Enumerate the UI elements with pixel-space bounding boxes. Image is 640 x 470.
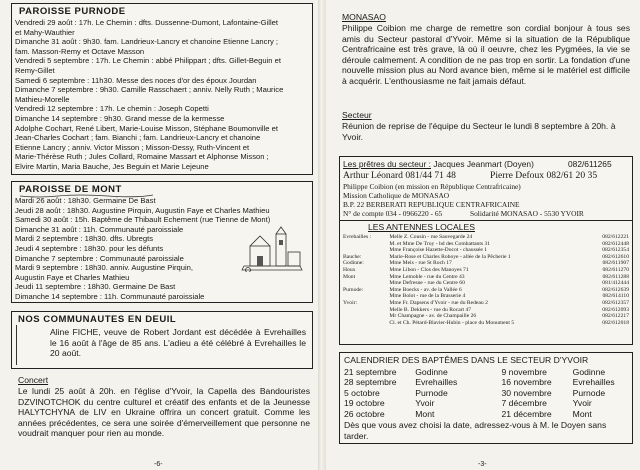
antenne-phone: 081/412444 xyxy=(602,280,629,287)
antenne-contact: Mr Champagne - av. de Champaille 26 xyxy=(389,313,477,320)
church-clipart-icon xyxy=(240,226,306,272)
mont-line: Mardi 2 septembre : 18h30. dfts. Ubregts xyxy=(15,234,154,244)
mission-line: Mission Catholique de MONASAO xyxy=(343,191,450,200)
secteur-title: Secteur xyxy=(342,110,372,120)
bapteme-place: Mont xyxy=(572,408,592,419)
antenne-row xyxy=(341,280,631,287)
antenne-phone: 082/612448 xyxy=(602,240,629,247)
purnode-line: Vendredi 29 août : 17h. Le Chemin : dfts. Dussenne-Dumont, Lafontaine-Gillet xyxy=(15,18,278,27)
purnode-title: PAROISSE PURNODE xyxy=(19,6,126,17)
compte-line: N° de compte 034 - 0966220 - 65 xyxy=(343,209,443,218)
antenne-locality xyxy=(341,313,387,320)
mont-line: Dimanche 14 septembre : 11h. Communauté paroissiale xyxy=(15,291,205,301)
bapteme-table xyxy=(344,367,632,419)
purnode-line: Marie-Thérèse Ruth ; Jules Collard, Romaine Massart et Alphonse Misson ; xyxy=(15,152,269,162)
purnode-line: Elvire Martin, Maria Bauche, Jes Beguin et Marie Lejeune xyxy=(15,161,209,171)
page-gutter xyxy=(318,0,326,470)
deuil-text: Aline FICHE, veuve de Robert Jordant est décédée à Evrehailles le 16 août à l'âge de 85 ans. L'adieu a été célébré à Evrehailles le 20 août. xyxy=(50,327,306,359)
antenne-row xyxy=(341,234,631,241)
antenne-contact: Marie-Rose et Charles Roboye - allée de la Pêcherie 1 xyxy=(389,253,511,260)
purnode-line: Vendredi 5 septembre : 17h. Le Chemin : abbé Philippart ; dfts. Gillet-Beguin et xyxy=(15,56,281,66)
antenne-contact: Melle B. Dekkers - rue du Rocart 47 xyxy=(389,306,472,313)
leonard-line: Arthur Léonard 081/44 71 48 xyxy=(343,170,456,181)
antenne-locality: Evrehailles : xyxy=(343,234,372,240)
mont-box xyxy=(11,181,313,303)
bapteme-row xyxy=(344,377,632,387)
defoux-line: Pierre Defoux 082/61 20 35 xyxy=(490,170,598,181)
antenne-locality xyxy=(341,241,387,248)
bapteme-row xyxy=(344,409,632,419)
mont-line: Jeudi 4 septembre : 18h30. pour les défunts xyxy=(15,243,164,253)
antenne-row xyxy=(341,254,631,261)
page-number-left: -6- xyxy=(154,461,163,468)
mont-line: Augustin Faye et Charles Mathieu xyxy=(15,272,130,282)
bapteme-place: Yvoir xyxy=(572,398,592,409)
bapteme-place: Evrehailles xyxy=(415,377,458,388)
monasao-title: MONASAO xyxy=(342,12,386,22)
bp-line: B.P. 22 BERBERATI REPUBLIQUE CENTRAFRICAINE xyxy=(343,200,520,209)
bapteme-date: 7 décembre xyxy=(501,398,547,409)
mont-line: Mardi 9 septembre : 18h30. anniv. Augustine Pirquin, xyxy=(15,263,193,273)
antenne-locality xyxy=(341,320,387,327)
mont-line: Samedi 30 août : 15h. Baptême de Thibault Echement (rue Tienne de Mont) xyxy=(15,215,271,225)
bapteme-date: 30 novembre xyxy=(501,387,552,398)
purnode-line: fam. Masson-Remy et Octave Masson xyxy=(15,46,145,56)
contacts-box xyxy=(339,156,633,345)
antenne-phone: 082/611907 xyxy=(602,260,629,267)
antenne-locality: Purnode: xyxy=(343,286,364,293)
antenne-contact: Mme Libon - Clos des Manoyes 71 xyxy=(389,266,469,273)
antenne-contact: Mme Lemoble - rue du Centre 43 xyxy=(389,273,465,280)
mont-line: Dimanche 31 août : 11h. Communauté paroissiale xyxy=(15,224,184,234)
antenne-row xyxy=(341,247,631,254)
antenne-contact: Mme Meis - rue St Roch 17 xyxy=(389,260,452,267)
antenne-row xyxy=(341,313,631,320)
antenne-locality xyxy=(341,280,387,287)
left-page xyxy=(0,0,318,470)
antenne-row xyxy=(341,241,631,248)
antenne-locality: Yvoir: xyxy=(343,299,358,306)
antenne-row xyxy=(341,260,631,267)
pretres-line xyxy=(343,159,534,169)
bapteme-date: 19 octobre xyxy=(344,398,385,409)
mont-line: Dimanche 7 septembre : Communauté paroissiale xyxy=(15,253,184,263)
antenne-row xyxy=(341,287,631,294)
doyen-tel: 082/611265 xyxy=(568,159,612,169)
antenne-phone: 082/614110 xyxy=(602,293,629,300)
antenne-locality: Houx xyxy=(343,266,356,273)
bapteme-row xyxy=(344,367,632,377)
right-page xyxy=(326,0,640,470)
deuil-box xyxy=(11,311,313,369)
bapteme-place: Purnode xyxy=(415,387,448,398)
mont-title: PAROISSE DE MONT xyxy=(19,184,122,195)
antenne-row xyxy=(341,293,631,300)
antenne-phone: 082/612217 xyxy=(602,313,629,320)
antenne-contact: Mme Fr. Dapsens d'Yvoir - rue du Redeau 2 xyxy=(389,299,488,306)
purnode-line: Dimanche 31 août : 9h30. fam. Landrieux-Lancry et chanoine Etienne Lancry ; xyxy=(15,37,278,47)
antenne-contact: Mme Françoise Hazette-Docot - chaussée 1 xyxy=(389,247,488,254)
bapteme-row xyxy=(344,398,632,408)
bapteme-place: Yvoir xyxy=(415,398,435,409)
antenne-row xyxy=(341,307,631,314)
antenne-locality xyxy=(341,247,387,254)
bapteme-place: Evrehailles xyxy=(572,377,615,388)
purnode-line: Samedi 6 septembre : 11h30. Messe des noces d'or des époux Jourdan xyxy=(15,75,257,85)
bapteme-date: 21 décembre xyxy=(501,408,552,419)
antenne-row xyxy=(341,300,631,307)
doyen-name: Jacques Jeanmart (Doyen) xyxy=(433,159,534,169)
deuil-title: NOS COMMUNAUTES EN DEUIL xyxy=(18,314,177,325)
antenne-locality: Mont xyxy=(343,273,356,280)
bapteme-date: 5 octobre xyxy=(344,387,380,398)
antenne-locality: Bauche: xyxy=(343,253,362,260)
antenne-phone: 082/612639 xyxy=(602,286,629,293)
antenne-contact: Mme Defresne - rue du Centre 60 xyxy=(389,280,465,287)
antenne-contact: Cl. et Ch. Pétard-Blavier-Hubin - place du Monument 5 xyxy=(389,319,515,326)
antenne-phone: 082/612610 xyxy=(602,253,629,260)
purnode-line: Vendredi 12 septembre : 17h. Le chemin : Joseph Copetti xyxy=(15,104,209,114)
antenne-row xyxy=(341,267,631,274)
antenne-contact: Mme Bolot - rue de la Brasserie 4 xyxy=(389,293,466,300)
purnode-line: Dimanche 7 septembre : 9h30. Camille Rasschaert ; anniv. Nelly Ruth ; Maurice xyxy=(15,85,284,95)
mont-line: Jeudi 28 août : 18h30. Augustine Pirquin, Augustin Faye et Charles Mathieu xyxy=(15,205,270,215)
antenne-phone: 082/611270 xyxy=(602,266,629,273)
antenne-contact: M. et Mme De Troy - bd des Combattants 31 xyxy=(389,240,491,247)
calendrier-note: Dès que vous avez choisi la date, adressez-vous à M. le Doyen sans tarder. xyxy=(344,420,607,441)
purnode-line: Etienne Lancry ; anniv. Victor Misson ; Misson-Dessy, Ruth-Vincent et xyxy=(15,142,250,152)
bapteme-date: 21 septembre xyxy=(344,367,397,377)
antenne-phone: 082/612018 xyxy=(602,319,629,326)
bapteme-place: Godinne xyxy=(572,367,606,377)
purnode-list xyxy=(15,18,310,172)
purnode-line: Jean-Charles Cochart ; fam. Bianchi ; fam. Landrieux-Lancry et chanoine xyxy=(15,133,261,143)
purnode-line: Dimanche 14 septembre : 9h30. Grand messe de la kermesse xyxy=(15,113,225,123)
purnode-line: Mathieu-Morelle xyxy=(15,94,70,104)
purnode-line: et Mahy-Wauthier xyxy=(15,27,75,37)
antenne-phone: 082/612221 xyxy=(602,234,629,240)
antennes-title: LES ANTENNES LOCALES xyxy=(368,222,475,232)
bapteme-row xyxy=(344,388,632,398)
coibion-line: Philippe Coibion (en mission en République Centrafricaine) xyxy=(343,182,521,191)
monasao-text: Philippe Coibion me charge de remettre son cordial bonjour à tous ses amis du Secteur pastoral d'Yvoir. Même si la situation de la République Centrafricaine est très grave, là où il oeuvre, chez les Pygmées, la vie se déroule calmement. A condition de ne pas trop en sortir. La fondation d'une nouvelle mission plus au Nord avance bien, même si le matériel est difficile à acquérir. L'enthousiasme ne fait jamais défaut. xyxy=(342,23,630,86)
purnode-box xyxy=(11,3,313,175)
solidarite-line: Solidarité MONASAO - 5530 YVOIR xyxy=(470,209,584,218)
antenne-phone: 082/611288 xyxy=(602,273,629,280)
antenne-phone: 082/612354 xyxy=(602,247,629,254)
mont-line: Jeudi 11 septembre : 18h30. Germaine De Bast xyxy=(15,282,176,292)
antenne-locality xyxy=(341,307,387,314)
antenne-phone: 082/612093 xyxy=(602,306,629,313)
antenne-phone: 082/612357 xyxy=(602,299,629,306)
calendrier-title: CALENDRIER DES BAPTÊMES DANS LE SECTEUR D'YVOIR xyxy=(344,355,589,365)
concert-title: Concert xyxy=(18,375,49,385)
page-number-right: -3- xyxy=(478,461,487,468)
antenne-contact: Melle Z. Cousin - rue Sauvegarde 24 xyxy=(389,234,473,240)
bapteme-place: Mont xyxy=(415,408,435,419)
bapteme-date: 9 novembre xyxy=(501,367,547,377)
secteur-text: Réunion de reprise de l'équipe du Secteur le lundi 8 septembre à 20h. à Yvoir. xyxy=(342,121,616,142)
bapteme-place: Godinne xyxy=(415,367,448,377)
purnode-line: Remy-Gillet xyxy=(15,65,55,75)
mont-line: Mardi 26 août : 18h30. Germaine De Bast xyxy=(15,196,156,205)
antennes-table xyxy=(341,234,631,326)
bapteme-date: 28 septembre xyxy=(344,377,397,388)
antenne-row xyxy=(341,274,631,281)
bapteme-place: Purnode xyxy=(572,387,606,398)
bapteme-date: 16 novembre xyxy=(501,377,552,388)
concert-text: Le lundi 25 août à 20h. en l'église d'Yvoir, la Capella des Bandouristes DZVINOTCHOK du centre culturel et créatif des enfants et de la Jeunesse HALYTCHYNA de LIV en Ukraine offrira un concert gratuit. Comme les années précédentes, ce sera une soirée d'émerveillement que personne ne voudrait manquer pour rien au monde. xyxy=(18,386,310,439)
antenne-locality: Godinne: xyxy=(343,260,364,267)
antenne-row xyxy=(341,320,631,327)
purnode-line: Adolphe Cochart, René Libert, Marie-Louise Misson, Stéphane Boumonville et xyxy=(15,123,278,133)
antenne-contact: Mme Boecks - av. de la Vallée 6 xyxy=(389,286,462,293)
pretres-label: Les prêtres du secteur : xyxy=(343,159,431,169)
calendrier-box xyxy=(339,352,633,444)
antenne-locality xyxy=(341,293,387,300)
bapteme-date: 26 octobre xyxy=(344,408,385,419)
